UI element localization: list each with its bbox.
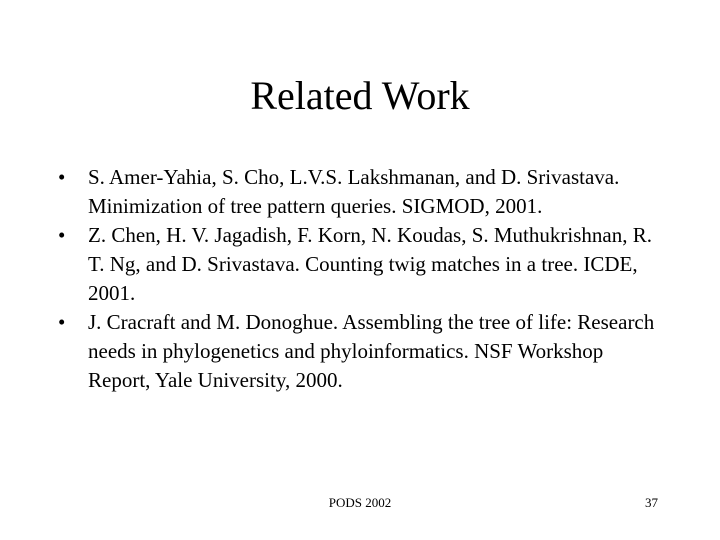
footer-page-number: 37 [645, 495, 658, 510]
reference-text: Z. Chen, H. V. Jagadish, F. Korn, N. Koudas, S. Muthukrishnan, R. T. Ng, and D. Srivastava. Counting twig matches in a tree. ICDE, 2001. [88, 223, 652, 305]
footer-conference: PODS 2002 [328, 495, 392, 510]
reference-item [58, 163, 668, 221]
reference-item [58, 221, 668, 308]
reference-text: S. Amer-Yahia, S. Cho, L.V.S. Lakshmanan, and D. Srivastava. Minimization of tree pattern queries. SIGMOD, 2001. [88, 165, 620, 218]
slide-title: Related Work [250, 73, 470, 118]
bullet-icon: • [58, 310, 66, 334]
reference-text: J. Cracraft and M. Donoghue. Assembling the tree of life: Research needs in phylogenetics and phyloinformatics. NSF Workshop Report, Yale University, 2000. [88, 310, 655, 392]
bullet-icon: • [58, 165, 66, 189]
reference-list [58, 163, 668, 395]
bullet-icon: • [58, 223, 66, 247]
reference-item [58, 308, 668, 395]
